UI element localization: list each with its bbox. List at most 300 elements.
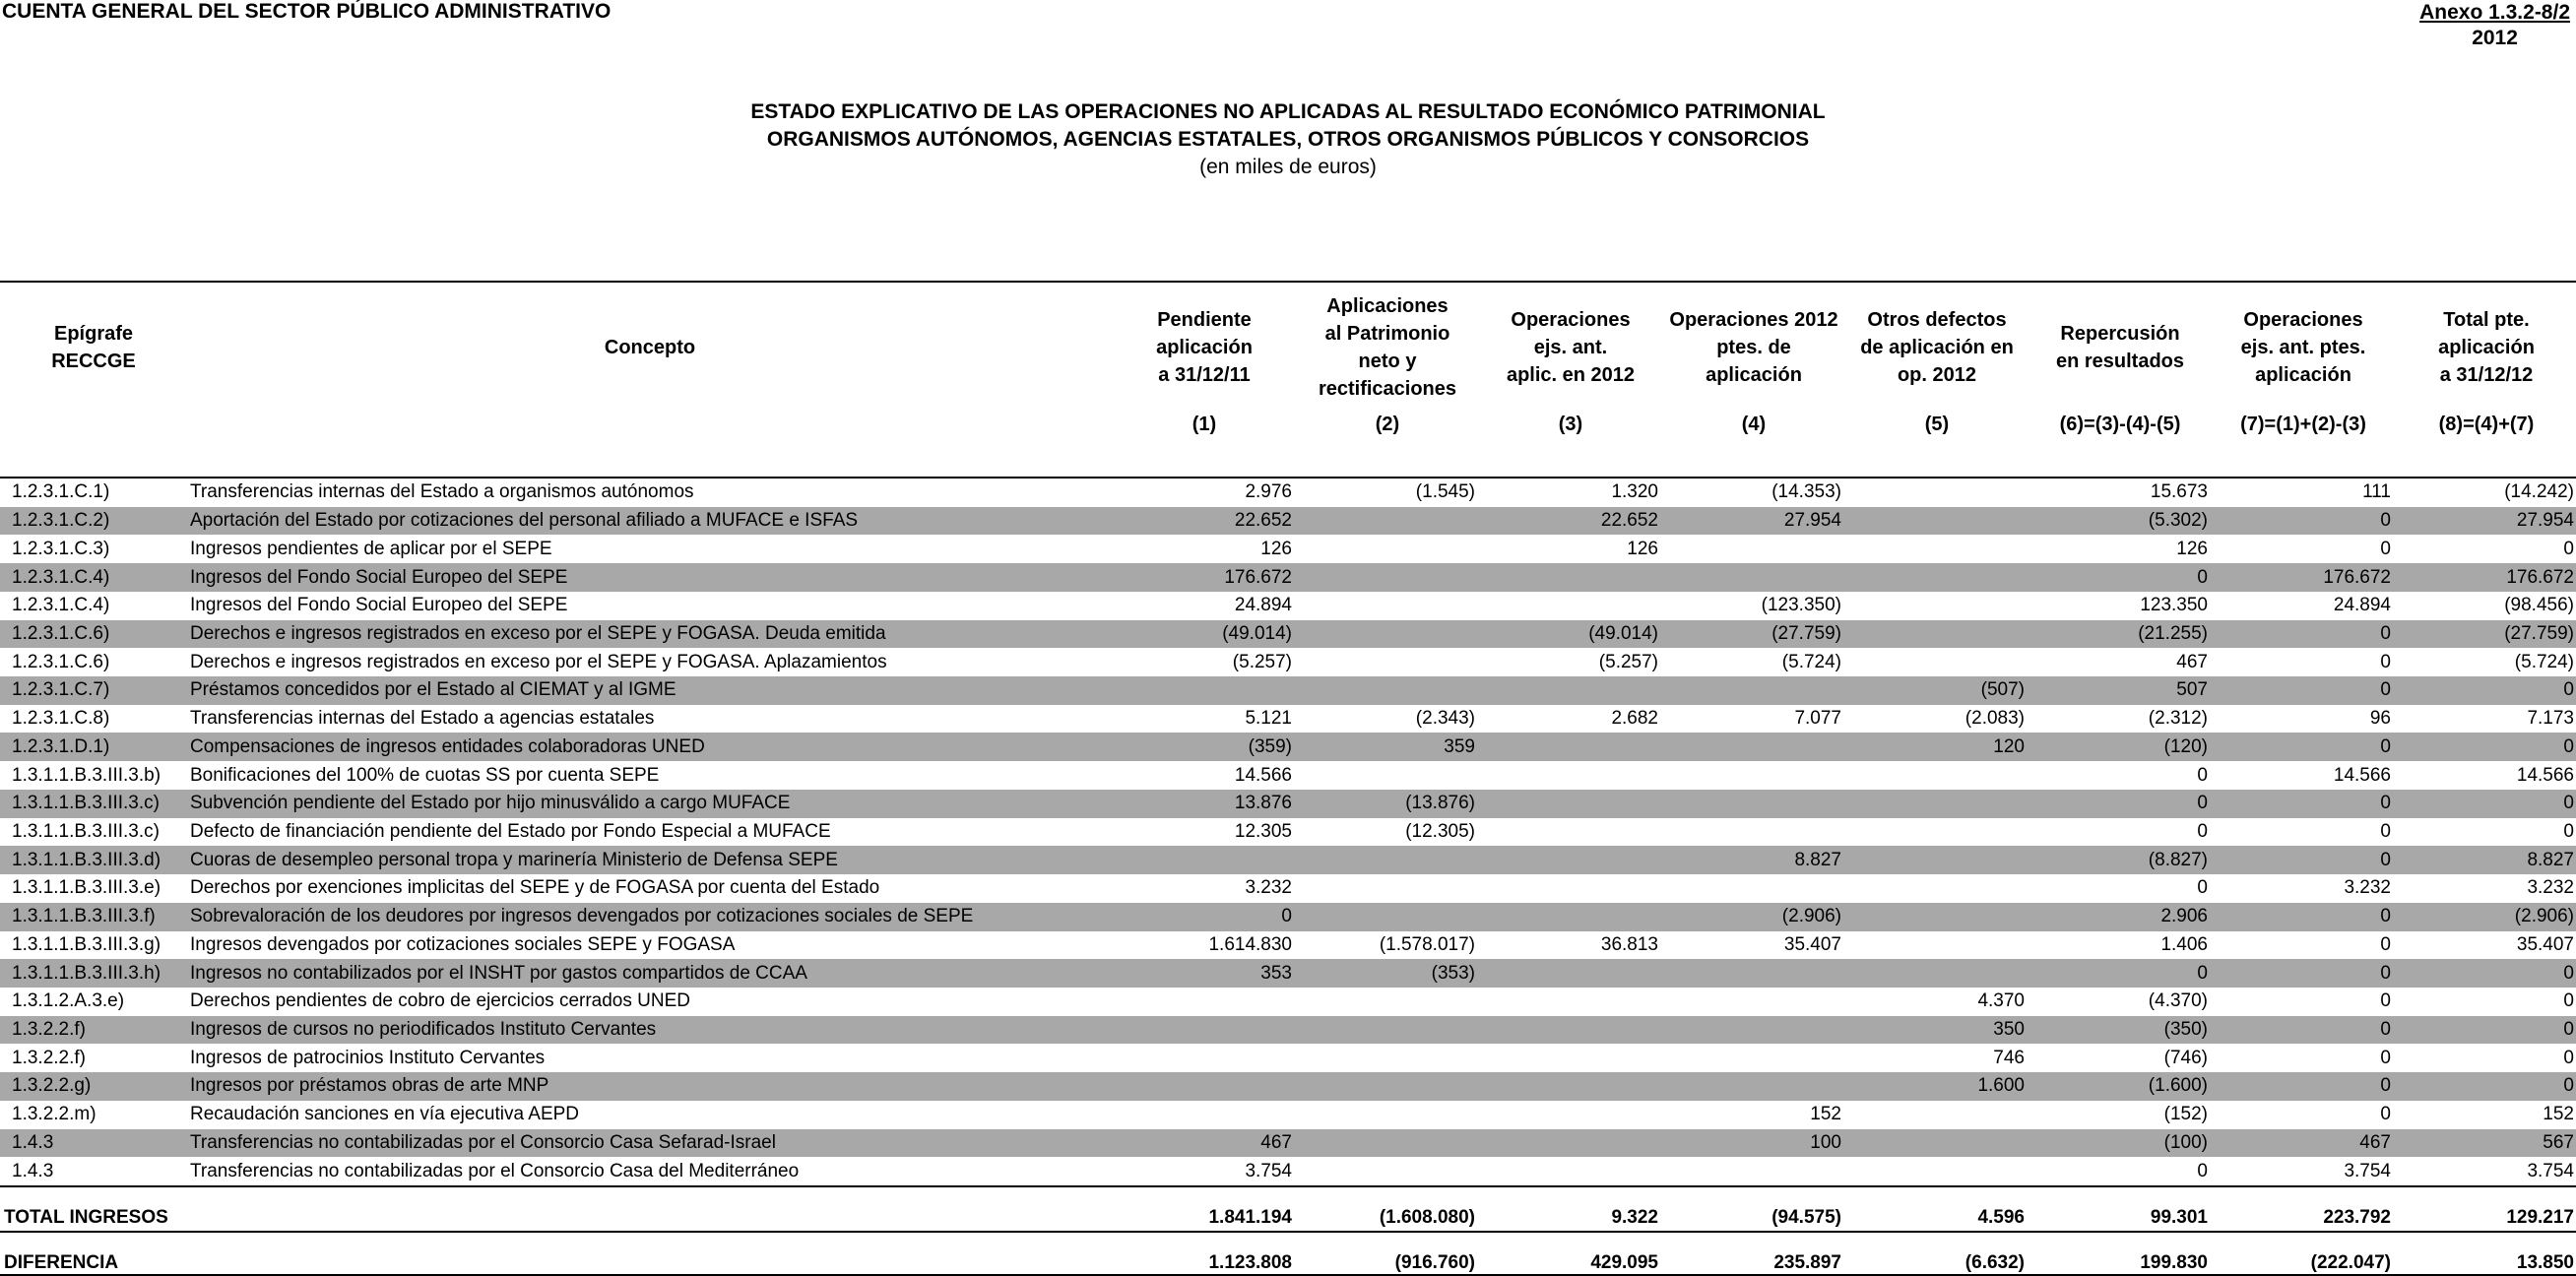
value-cell [1662,988,1845,1016]
value-cell: 0 [2395,1016,2576,1045]
value-cell: 746 [1993,1047,2025,1068]
concepto-cell: Ingresos por préstamos obras de arte MNP [187,1072,1113,1101]
table-row [0,507,2576,536]
value-cell: (120) [2029,733,2212,761]
column-header-6 [1662,282,1845,411]
annex-block [2419,0,2570,51]
column-header-line: Epígrafe [53,323,134,345]
value-cell: 35.407 [2516,933,2574,955]
column-header-line: al Patrimonio [1324,323,1450,345]
diferencia-row-value: 199.830 [2029,1244,2212,1275]
value-cell: 3.754 [2527,1160,2574,1181]
value-cell [1296,1044,1479,1072]
epigrafe-cell: 1.4.3 [0,1129,187,1158]
concepto-cell: Derechos pendientes de cobro de ejercicios cerrados UNED [190,990,690,1012]
epigrafe-cell: 1.2.3.1.C.6) [12,651,110,672]
table-row [0,478,2576,507]
epigrafe-cell: 1.2.3.1.C.4) [12,595,110,616]
column-header-line: RECCGE [51,351,136,372]
value-cell: 27.954 [1662,507,1845,536]
table-row [0,1157,2576,1186]
value-cell [1296,676,1479,705]
value-cell: 507 [2029,676,2212,705]
value-cell: (5.302) [2029,507,2212,536]
column-number-1 [0,411,187,438]
epigrafe-cell: 1.3.1.1.B.3.III.3.d) [0,846,187,874]
value-cell [1113,1044,1296,1072]
value-cell [1845,903,2029,931]
value-cell [1662,1044,1845,1072]
epigrafe-cell: 1.3.1.1.B.3.III.3.e) [12,877,161,899]
epigrafe-cell: 1.2.3.1.C.8) [12,708,110,730]
value-cell: 0 [2212,959,2395,988]
total-ingresos-row-value: 4.596 [1845,1186,2029,1232]
value-cell [1845,959,2029,988]
value-cell: 0 [2395,790,2576,818]
value-cell: (2.906) [2395,903,2576,931]
column-header-7 [1845,282,2029,411]
value-cell [1296,592,1479,620]
column-header-line: Aplicaciones [1326,295,1449,317]
concepto-cell: Bonificaciones del 100% de cuotas SS por cuenta SEPE [190,764,660,786]
value-cell: 126 [1260,538,1292,559]
column-number-4: (2) [1375,414,1400,435]
total-ingresos-row-value: 223.792 [2212,1186,2395,1232]
value-cell: 353 [1113,959,1296,988]
annex-reference: Anexo 1.3.2-8/2 [2419,1,2570,24]
value-cell [1479,676,1662,705]
table-row [0,535,2576,563]
value-cell [1296,1101,1479,1129]
column-header-line: aplicación [1706,364,1802,386]
concepto-cell: Ingresos pendientes de aplicar por el SEPE [190,538,552,559]
value-cell: 2.976 [1245,481,1292,503]
column-header-line: Operaciones [1511,309,1631,331]
header-spacer [0,438,2576,478]
concepto-cell: Transferencias internas del Estado a organismos autónomos [190,481,694,503]
value-cell: 3.754 [2344,1160,2391,1181]
value-cell: (12.305) [1405,820,1475,842]
value-cell: 0 [2212,903,2395,931]
value-cell [1845,1157,2029,1186]
value-cell: 0 [2395,1072,2576,1101]
value-cell [1296,563,1479,592]
value-cell: 22.652 [1479,507,1662,536]
value-cell: 152 [1810,1104,1841,1125]
value-cell: 0 [2212,1072,2395,1101]
value-cell [1845,790,2029,818]
value-cell: 0 [2197,820,2208,842]
value-cell: 5.121 [1245,708,1292,730]
value-cell [1662,563,1845,592]
diferencia-row-value: 13.850 [2395,1244,2576,1275]
value-cell: 24.894 [2333,595,2391,616]
value-cell: 0 [2212,790,2395,818]
value-cell [1845,592,2029,620]
total-ingresos-row-value: (1.608.080) [1296,1186,1479,1232]
column-header-10 [2395,282,2576,411]
column-header-line: Repercusión [2060,323,2180,345]
total-ingresos-row [0,1186,2576,1232]
value-cell [1845,620,2029,649]
value-cell [1113,1016,1296,1045]
value-cell: 13.876 [1113,790,1296,818]
value-cell: (2.343) [1415,708,1475,730]
value-cell: (4.370) [2148,990,2208,1012]
table-row [0,1016,2576,1045]
value-cell: 120 [1845,733,2029,761]
value-cell: 467 [2212,1129,2395,1158]
column-header-line: aplicación [2438,337,2535,358]
epigrafe-cell: 1.2.3.1.D.1) [0,733,187,761]
concepto-cell: Derechos e ingresos registrados en exceso por el SEPE y FOGASA. Deuda emitida [187,620,1113,649]
value-cell [1662,761,1845,790]
value-cell [1479,1129,1662,1158]
epigrafe-cell: 1.2.3.1.C.2) [0,507,187,536]
table-totals [0,1186,2576,1275]
value-cell: (1.600) [2029,1072,2212,1101]
value-cell: (350) [2029,1016,2212,1045]
concepto-cell: Préstamos concedidos por el Estado al CIEMAT y al IGME [187,676,1113,705]
value-cell: 467 [1113,1129,1296,1158]
value-cell: (98.456) [2504,595,2574,616]
total-ingresos-row-label: TOTAL INGRESOS [0,1186,187,1232]
concepto-cell: Sobrevaloración de los deudores por ingresos devengados por cotizaciones sociales de SEPE [187,903,1113,931]
value-cell: 14.566 [2333,764,2391,786]
table-row [0,790,2576,818]
value-cell [1662,733,1845,761]
value-cell [1296,507,1479,536]
concepto-cell: Defecto de financiación pendiente del Estado por Fondo Especial a MUFACE [190,820,831,842]
value-cell: (2.906) [1662,903,1845,931]
table-row [0,1044,2576,1072]
value-cell: 0 [2197,877,2208,899]
value-cell [1296,761,1479,790]
column-header-line: en resultados [2055,351,2185,372]
value-cell: 0 [2563,538,2574,559]
epigrafe-cell: 1.2.3.1.C.3) [12,538,110,559]
value-cell: 0 [2395,676,2576,705]
table-row [0,676,2576,705]
value-cell [1662,959,1845,988]
total-ingresos-row-value: 99.301 [2029,1186,2212,1232]
value-cell: 0 [2212,733,2395,761]
value-cell: 0 [2197,764,2208,786]
value-cell: 7.173 [2527,708,2574,730]
value-cell [1296,1016,1479,1045]
value-cell: 8.827 [2395,846,2576,874]
value-cell: 1.320 [1611,481,1658,503]
value-cell [1845,1129,2029,1158]
concepto-cell: Compensaciones de ingresos entidades colaboradoras UNED [187,733,1113,761]
value-cell: 0 [2212,1016,2395,1045]
column-header-line: Total pte. [2443,309,2530,331]
value-cell [1296,988,1479,1016]
value-cell: 3.232 [2527,877,2574,899]
value-cell [1113,1101,1296,1129]
concepto-cell: Derechos e ingresos registrados en exceso por el SEPE y FOGASA. Aplazamientos [190,651,887,672]
value-cell: 0 [2197,1160,2208,1181]
column-header-line: ptes. de [1716,337,1791,358]
value-cell: (27.759) [2395,620,2576,649]
value-cell [1296,1129,1479,1158]
table-row [0,1129,2576,1158]
column-number-5: (3) [1558,414,1583,435]
value-cell: 126 [2176,538,2208,559]
value-cell: (507) [1845,676,2029,705]
value-cell: 8.827 [1662,846,1845,874]
value-cell [1479,988,1662,1016]
value-cell: 3.232 [1245,877,1292,899]
value-cell: (14.242) [2504,481,2574,503]
value-cell: 96 [2369,708,2391,730]
concepto-cell: Ingresos de cursos no periodificados Instituto Cervantes [187,1016,1113,1045]
value-cell: 0 [2380,1047,2391,1068]
table-row [0,705,2576,734]
value-cell: (353) [1296,959,1479,988]
value-cell: (1.545) [1415,481,1475,503]
value-cell [1479,563,1662,592]
value-cell [1113,988,1296,1016]
value-cell [1845,535,2029,563]
value-cell [1662,1016,1845,1045]
column-header-4 [1296,282,1479,411]
value-cell: (5.724) [2514,651,2574,672]
value-cell [1479,903,1662,931]
value-cell: 0 [2380,820,2391,842]
column-header-line: de aplicación en [1860,337,2014,358]
value-cell [1296,1157,1479,1186]
report-year: 2012 [2472,27,2518,49]
value-cell [1845,648,2029,676]
value-cell [1479,1044,1662,1072]
total-ingresos-row-value: 9.322 [1479,1186,1662,1232]
value-cell [1845,846,2029,874]
value-cell [1479,874,1662,903]
table-row [0,931,2576,960]
value-cell [1845,563,2029,592]
value-cell: 359 [1296,733,1479,761]
table-row [0,733,2576,761]
diferencia-row-value: (222.047) [2212,1244,2395,1275]
epigrafe-cell: 1.3.1.1.B.3.III.3.h) [0,959,187,988]
value-cell: (27.759) [1662,620,1845,649]
value-cell: (100) [2029,1129,2212,1158]
value-cell: 111 [2362,481,2391,503]
value-cell [1479,1157,1662,1186]
diferencia-row-label: DIFERENCIA [0,1244,187,1275]
column-header-line: Concepto [604,337,696,358]
value-cell [1296,846,1479,874]
value-cell: 3.754 [1245,1160,1292,1181]
value-cell [1479,761,1662,790]
value-cell [1113,676,1296,705]
value-cell: 467 [2176,651,2208,672]
value-cell: 0 [2029,563,2212,592]
value-cell: (14.353) [1771,481,1841,503]
value-cell [1845,931,2029,960]
value-cell: 1.614.830 [1208,933,1292,955]
value-cell [1479,846,1662,874]
value-cell: 567 [2395,1129,2576,1158]
table-row [0,959,2576,988]
epigrafe-cell: 1.3.1.1.B.3.III.3.c) [12,820,160,842]
value-cell [1845,874,2029,903]
column-header-line: aplicación [1156,337,1253,358]
value-cell [1662,790,1845,818]
concepto-cell: Transferencias internas del Estado a agencias estatales [190,708,655,730]
value-cell: 0 [2563,1047,2574,1068]
column-header-3 [1113,282,1296,411]
diferencia-row-value: (916.760) [1296,1244,1479,1275]
table-row [0,988,2576,1016]
table-row [0,648,2576,676]
column-header-1 [0,282,187,411]
epigrafe-cell: 1.3.1.1.B.3.III.3.b) [12,764,161,786]
value-cell: 0 [2380,538,2391,559]
table-row [0,846,2576,874]
value-cell [1662,1072,1845,1101]
value-cell: 2.906 [2029,903,2212,931]
diferencia-row [0,1244,2576,1275]
value-cell: 27.954 [2395,507,2576,536]
value-cell [1296,1072,1479,1101]
value-cell: 0 [2212,676,2395,705]
value-cell: (49.014) [1479,620,1662,649]
column-number-6: (4) [1741,414,1767,435]
diferencia-row-value: 235.897 [1662,1244,1845,1275]
value-cell [1845,1101,2029,1129]
value-cell: (1.578.017) [1379,933,1475,955]
value-cell: 0 [2029,790,2212,818]
value-cell: 14.566 [2516,764,2574,786]
table-body [0,478,2576,1186]
total-ingresos-row-value: 1.841.194 [1113,1186,1296,1232]
value-cell [1113,846,1296,874]
value-cell: (359) [1113,733,1296,761]
value-cell: 0 [2212,846,2395,874]
total-ingresos-row-value [187,1186,1113,1232]
epigrafe-cell: 1.3.1.1.B.3.III.3.c) [0,790,187,818]
value-cell [1479,818,1662,847]
value-cell [1296,535,1479,563]
diferencia-row-value: 1.123.808 [1113,1244,1296,1275]
value-cell: (49.014) [1113,620,1296,649]
value-cell: 0 [2212,507,2395,536]
report-header: CUENTA GENERAL DEL SECTOR PÚBLICO ADMINISTRATIVO [2,0,612,23]
value-cell: (5.257) [1232,651,1292,672]
concepto-cell: Ingresos de patrocinios Instituto Cervantes [190,1047,546,1068]
column-number-10: (8)=(4)+(7) [2438,414,2535,435]
title-units: (en miles de euros) [1199,156,1377,178]
value-cell: (5.257) [1598,651,1658,672]
title-line-1: ESTADO EXPLICATIVO DE LAS OPERACIONES NO APLICADAS AL RESULTADO ECONÓMICO PATRIMONIAL [750,100,1826,123]
value-cell: 350 [1845,1016,2029,1045]
concepto-cell: Ingresos del Fondo Social Europeo del SEPE [190,595,568,616]
value-cell: 4.370 [1977,990,2025,1012]
column-header-line: Otros defectos [1867,309,2007,331]
value-cell: (13.876) [1296,790,1479,818]
column-header-line: Operaciones 2012 [1669,309,1838,331]
value-cell [1662,874,1845,903]
epigrafe-cell: 1.3.2.2.m) [12,1104,97,1125]
value-cell [1662,818,1845,847]
value-cell [1845,478,2029,507]
value-cell: 0 [2563,990,2574,1012]
column-header-8 [2029,282,2212,411]
value-cell: 3.232 [2344,877,2391,899]
value-cell: 0 [2380,1104,2391,1125]
concepto-cell: Transferencias no contabilizadas por el Consorcio Casa del Mediterráneo [190,1160,800,1181]
concepto-cell: Cuoras de desempleo personal tropa y marinería Ministerio de Defensa SEPE [187,846,1113,874]
value-cell: (152) [2163,1104,2208,1125]
column-header-line: neto y [1358,351,1417,372]
epigrafe-cell: 1.2.3.1.C.4) [0,563,187,592]
value-cell: 0 [2380,933,2391,955]
value-cell [1113,1072,1296,1101]
value-cell: 35.407 [1783,933,1841,955]
column-header-9 [2212,282,2395,411]
table-row [0,903,2576,931]
diferencia-row-value: 429.095 [1479,1244,1662,1275]
table-row [0,1101,2576,1129]
value-cell [1296,620,1479,649]
value-cell [1479,790,1662,818]
column-header-line: a 31/12/12 [2439,364,2534,386]
column-number-8: (6)=(3)-(4)-(5) [2059,414,2181,435]
value-cell: 176.672 [2212,563,2395,592]
diferencia-row-value: (6.632) [1845,1244,2029,1275]
concepto-cell: Aportación del Estado por cotizaciones del personal afiliado a MUFACE e ISFAS [187,507,1113,536]
epigrafe-cell: 1.2.3.1.C.7) [0,676,187,705]
value-cell: 0 [2563,820,2574,842]
epigrafe-cell: 1.3.2.2.f) [12,1047,86,1068]
value-cell: 0 [1113,903,1296,931]
value-cell: 7.077 [1794,708,1841,730]
table-header [0,282,2576,478]
value-cell: 126 [1627,538,1658,559]
table-row [0,620,2576,649]
value-cell [1479,959,1662,988]
value-cell: 1.406 [2160,933,2208,955]
value-cell: (2.083) [1964,708,2025,730]
value-cell: (2.312) [2148,708,2208,730]
column-header-5 [1479,282,1662,411]
value-cell: 0 [2380,651,2391,672]
column-header-line: op. 2012 [1897,364,1977,386]
operations-table [0,281,2576,1276]
value-cell [1296,903,1479,931]
column-header-line: Operaciones [2243,309,2363,331]
value-cell: 176.672 [1113,563,1296,592]
epigrafe-cell: 1.2.3.1.C.1) [12,481,110,503]
column-header-line: aplicación [2255,364,2351,386]
value-cell: (21.255) [2029,620,2212,649]
value-cell: 123.350 [2140,595,2208,616]
value-cell [1845,761,2029,790]
value-cell: (5.724) [1781,651,1841,672]
value-cell [1479,1101,1662,1129]
value-cell: 176.672 [2395,563,2576,592]
column-header-line: a 31/12/11 [1158,364,1251,386]
epigrafe-cell: 1.3.1.1.B.3.III.3.g) [12,933,161,955]
value-cell [1296,648,1479,676]
concepto-cell: Ingresos no contabilizados por el INSHT por gastos compartidos de CCAA [187,959,1113,988]
value-cell: (8.827) [2029,846,2212,874]
diferencia-row-value [187,1244,1113,1275]
table-row [0,818,2576,847]
epigrafe-cell: 1.3.1.2.A.3.e) [12,990,125,1012]
